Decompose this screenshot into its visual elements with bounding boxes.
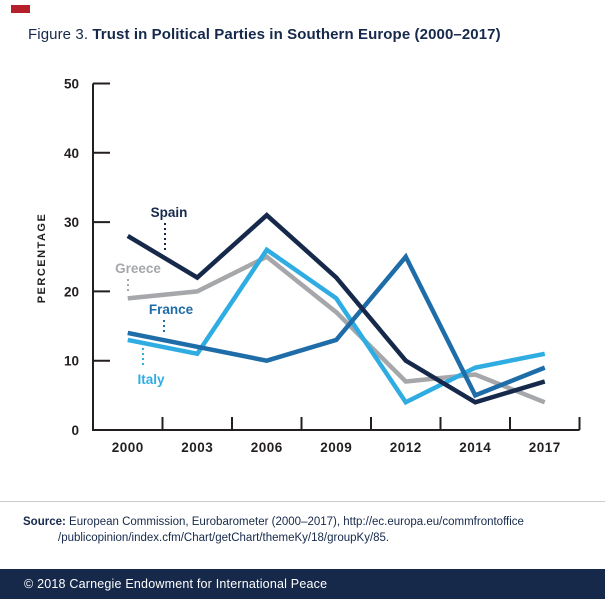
x-tick-label: 2000 xyxy=(111,440,144,455)
series-label-greece: Greece xyxy=(115,261,161,276)
figure-title-text: Trust in Political Parties in Southern Europe (2000–2017) xyxy=(92,26,501,43)
source-note xyxy=(23,514,583,546)
copyright-text: © 2018 Carnegie Endowment for International Peace xyxy=(24,577,328,591)
x-tick-label: 2014 xyxy=(459,440,492,455)
y-axis-title: PERCENTAGE xyxy=(36,212,48,304)
figure-number: Figure 3. xyxy=(28,26,93,43)
y-tick-label: 0 xyxy=(71,423,79,438)
y-tick-label: 10 xyxy=(63,353,79,369)
divider-line xyxy=(0,501,605,502)
y-tick-label: 30 xyxy=(63,215,79,231)
y-tick-label: 40 xyxy=(63,145,79,161)
series-label-france: France xyxy=(148,302,194,317)
x-tick-label: 2012 xyxy=(389,440,422,455)
series-label-italy: Italy xyxy=(137,372,165,387)
x-tick-label: 2009 xyxy=(320,440,353,455)
y-tick-label: 20 xyxy=(63,284,79,300)
footer-band xyxy=(0,569,605,599)
source-label: Source: xyxy=(23,516,66,528)
x-tick-label: 2006 xyxy=(250,440,283,455)
source-line2: /publicopinion/index.cfm/Chart/getChart/themeKy/18/groupKy/85. xyxy=(58,532,390,544)
series-label-spain: Spain xyxy=(150,205,188,220)
x-tick-label: 2003 xyxy=(181,440,214,455)
x-tick-label: 2017 xyxy=(528,440,561,455)
y-tick-label: 50 xyxy=(63,76,79,92)
source-line1: Source: European Commission, Eurobarometer (2000–2017), http://ec.europa.eu/commfrontoffice xyxy=(23,516,524,528)
